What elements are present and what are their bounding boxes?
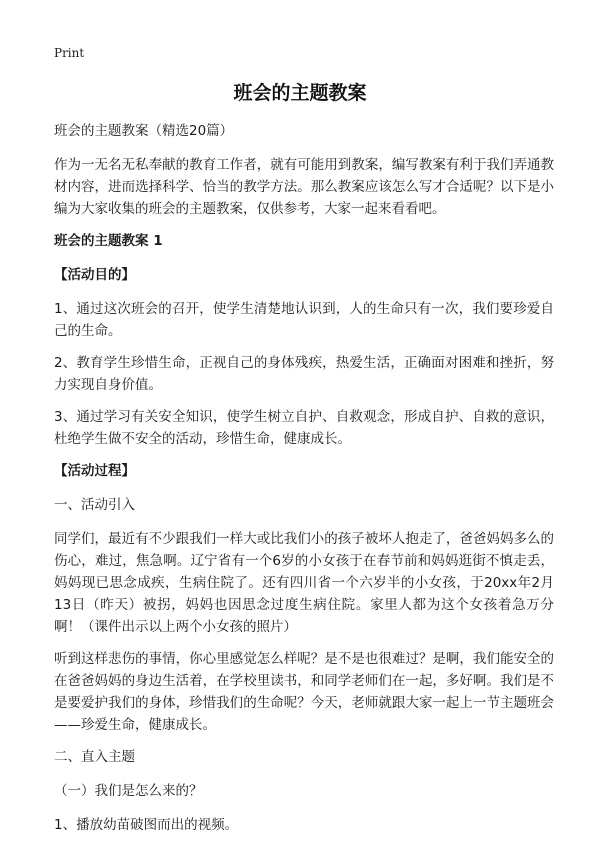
process-heading: 【活动过程】 (54, 463, 135, 479)
step2-subheading: （一）我们是怎么来的？ (54, 783, 203, 799)
step1-paragraph: 同学们，最近有不少跟我们一样大或比我们小的孩子被坏人抱走了，爸爸妈妈多么的伤心，难过，焦急啊。辽宁省有一个6岁的小女孩于在春节前和妈妈逛街不慎走丢，妈妈现已思念成疾，生病住院了。还有四川省一个六岁半的小女孩，于20xx年2月13日（昨天）被拐，妈妈也因思念过度生病住院。家里人都为这个女孩着急万分啊！（课件出示以上两个小女孩的照片） (54, 531, 554, 635)
intro-paragraph: 作为一无名无私奉献的教育工作者，就有可能用到教案，编写教案有利于我们弄通教材内容，进而选择科学、恰当的教学方法。那么教案应该怎么写才合适呢？以下是小编为大家收集的班会的主题教案，仅供参考，大家一起来看看吧。 (54, 157, 554, 217)
document-subtitle: 班会的主题教案（精选20篇） (54, 123, 234, 139)
step1-paragraph: 听到这样悲伤的事情，你心里感觉怎么样呢？是不是也很难过？是啊，我们能安全的在爸爸妈妈的身边生活着，在学校里读书，和同学老师们在一起，多好啊。我们是不是要爱护我们的身体，珍惜我们的生命呢？今天，老师就跟大家一起上一节主题班会——珍爱生命，健康成长。 (54, 651, 554, 733)
goal-item: 2、教育学生珍惜生命，正视自己的身体残疾，热爱生活，正确面对困难和挫折，努力实现自身价值。 (54, 355, 554, 393)
goal-item: 1、通过这次班会的召开，使学生清楚地认识到，人的生命只有一次，我们要珍爱自己的生命。 (54, 301, 554, 339)
step1-heading: 一、活动引入 (54, 497, 135, 513)
goal-item: 3、通过学习有关安全知识，使学生树立自护、自救观念，形成自护、自救的意识，杜绝学生做不安全的活动，珍惜生命，健康成长。 (54, 409, 554, 447)
page-title: 班会的主题教案 (233, 82, 367, 104)
goal-heading: 【活动目的】 (54, 267, 135, 283)
print-label: Print (54, 46, 85, 60)
step2-heading: 二、直入主题 (54, 749, 135, 765)
document-body (54, 120, 554, 846)
step2-item: 1、播放幼苗破图而出的视频。 (54, 817, 239, 833)
section-title: 班会的主题教案 1 (54, 233, 163, 249)
